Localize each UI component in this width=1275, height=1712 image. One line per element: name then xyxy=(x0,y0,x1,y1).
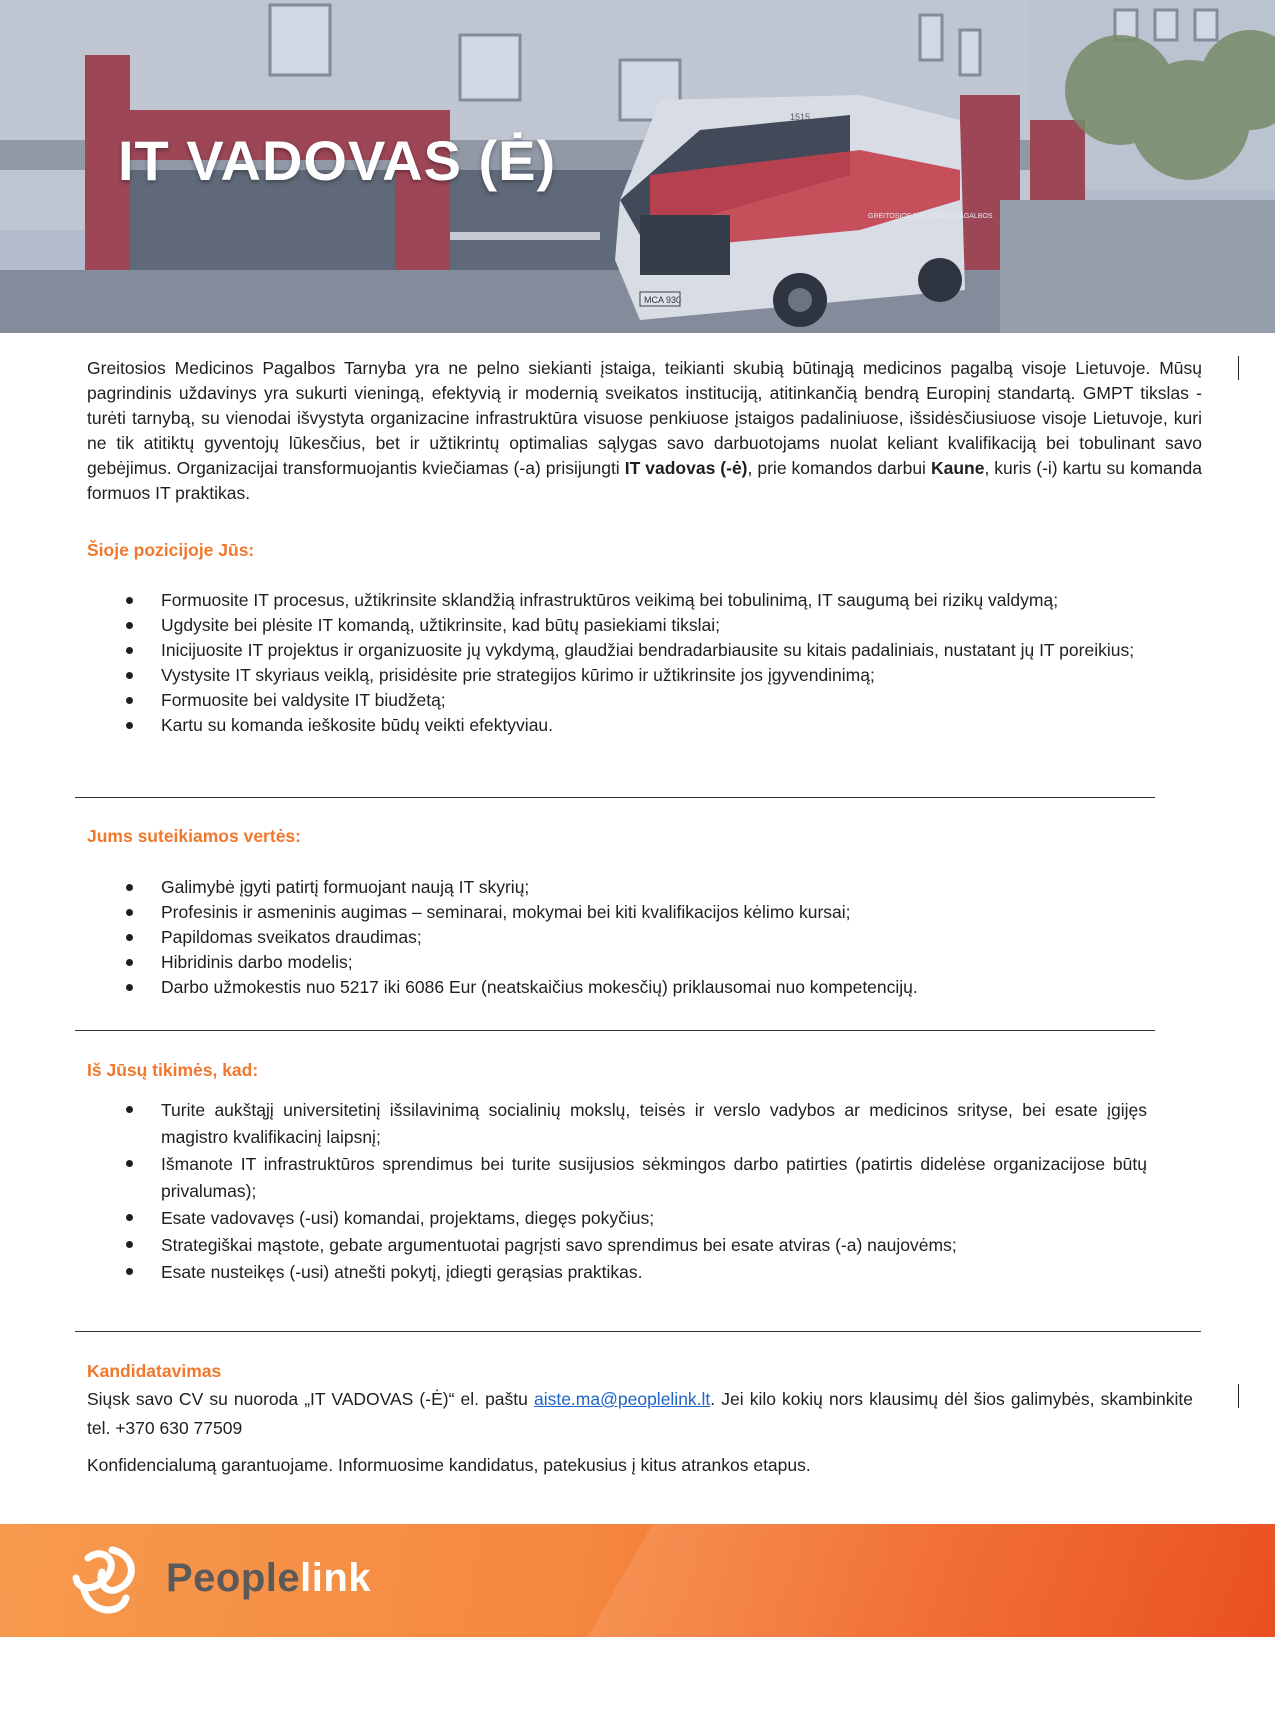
footer-decoration xyxy=(587,1524,1275,1637)
vehicle-roof-number: 1515 xyxy=(790,112,811,122)
list-item: Darbo užmokestis nuo 5217 iki 6086 Eur (neatskaičius mokesčių) priklausomai nuo kompetencijų. xyxy=(87,975,1147,1000)
divider xyxy=(75,797,1155,798)
list-item: Formuosite IT procesus, užtikrinsite sklandžią infrastruktūros veikimą bei tobulinimą, IT saugumą bei rizikų valdymą; xyxy=(87,588,1147,613)
list-item: Turite aukštąjį universitetinį išsilavinimą socialinių mokslų, teisės ir verslo vadybos ar medicinos srityse, bei esate įgijęs magistro kvalifikacinį laipsnį; xyxy=(87,1097,1147,1151)
list-item: Formuosite bei valdysite IT biudžetą; xyxy=(87,688,1147,713)
license-plate: MCA 930 xyxy=(644,295,682,305)
list-item: Strategiškai mąstote, gebate argumentuotai pagrįsti savo sprendimus bei esate atviras (-a) naujovėms; xyxy=(87,1232,1147,1259)
confidentiality-note: Konfidencialumą garantuojame. Informuosime kandidatus, patekusius į kitus atrankos etapus. xyxy=(87,1455,811,1475)
benefits-list xyxy=(87,875,1147,1000)
intro-paragraph: Greitosios Medicinos Pagalbos Tarnyba yra ne pelno siekianti įstaiga, teikianti skubią būtinąją medicinos pagalbą visoje Lietuvoje. Mūsų pagrindinis uždavinys yra sukurti vieningą, efektyvią ir modernią sveikatos instituciją, atitinkančią bendrą Europinį standartą. GMPT tikslas - turėti tarnybą, su vienodai išvystyta organizacine infrastruktūra visuose penkiuose įstaigos padaliniuose, išsidėsčiusiuose visoje Lietuvoje, kuri ne tik atitiktų gyventojų lūkesčius, bet ir užtikrintų optimalias sąlygas savo darbuotojams nuolat keliant kvalifikaciją bei tobulinant savo gebėjimus. Organizacijai transformuojantis kviečiamas (-a) prisijungti IT vadovas (-ė), prie komandos darbui Kaune, kuris (-i) kartu su komanda formuos IT praktikas. xyxy=(87,358,1202,503)
footer-banner xyxy=(0,1524,1275,1637)
list-item: Esate nusteikęs (-usi) atnešti pokytį, įdiegti gerąsias praktikas. xyxy=(87,1259,1147,1286)
city-name: Kaune xyxy=(930,458,985,478)
list-item: Inicijuosite IT projektus ir organizuosite jų vykdymą, glaudžiai bendradarbiausite su kitais padaliniais, nustatant jų IT poreikius; xyxy=(87,638,1147,663)
list-item: Hibridinis darbo modelis; xyxy=(87,950,1147,975)
divider xyxy=(75,1331,1201,1332)
position-name: IT vadovas (-ė) xyxy=(624,458,748,478)
brand-logo-text: Peoplelink xyxy=(166,1556,372,1600)
section-responsibilities-heading: Šioje pozicijoje Jūs: xyxy=(87,540,255,560)
divider xyxy=(75,1030,1155,1031)
list-item: Profesinis ir asmeninis augimas – seminarai, mokymai bei kiti kvalifikacijos kėlimo kursai; xyxy=(87,900,1147,925)
list-item: Papildomas sveikatos draudimas; xyxy=(87,925,1147,950)
vehicle-side-text: GREITOSIOS MEDICINOS PAGALBOS xyxy=(868,213,993,220)
page-title: IT VADOVAS (Ė) xyxy=(118,129,557,192)
hero-banner xyxy=(0,0,1275,333)
list-item: Išmanote IT infrastruktūros sprendimus bei turite susijusios sėkmingos darbo patirties (patirtis didelėse organizacijose būtų privalumas); xyxy=(87,1151,1147,1205)
text-cursor-marker xyxy=(1238,1384,1239,1408)
intro-block xyxy=(87,356,1202,506)
list-item: Vystysite IT skyriaus veiklą, prisidėsite prie strategijos kūrimo ir užtikrinsite jos įgyvendinimą; xyxy=(87,663,1147,688)
section-requirements-heading: Iš Jūsų tikimės, kad: xyxy=(87,1060,259,1080)
list-item: Kartu su komanda ieškosite būdų veikti efektyviau. xyxy=(87,713,1147,738)
list-item: Ugdysite bei plėsite IT komandą, užtikrinsite, kad būtų pasiekiami tikslai; xyxy=(87,613,1147,638)
peoplelink-logo-icon xyxy=(68,1544,144,1620)
list-item: Esate vadovavęs (-usi) komandai, projektams, diegęs pokyčius; xyxy=(87,1205,1147,1232)
section-benefits-heading: Jums suteikiamos vertės: xyxy=(87,826,301,846)
application-text: Siųsk savo CV su nuoroda „IT VADOVAS (-Ė)“ el. paštu aiste.ma@peoplelink.lt. Jei kilo kokių nors klausimų dėl šios galimybės, skambinkite tel. +370 630 77509 xyxy=(87,1389,1194,1438)
requirements-list xyxy=(87,1097,1147,1286)
application-heading: Kandidatavimas xyxy=(87,1361,222,1381)
email-link[interactable]: aiste.ma@peoplelink.lt xyxy=(533,1389,711,1409)
text-cursor-marker xyxy=(1238,356,1239,380)
list-item: Galimybė įgyti patirtį formuojant naują IT skyrių; xyxy=(87,875,1147,900)
responsibilities-list xyxy=(87,588,1147,738)
